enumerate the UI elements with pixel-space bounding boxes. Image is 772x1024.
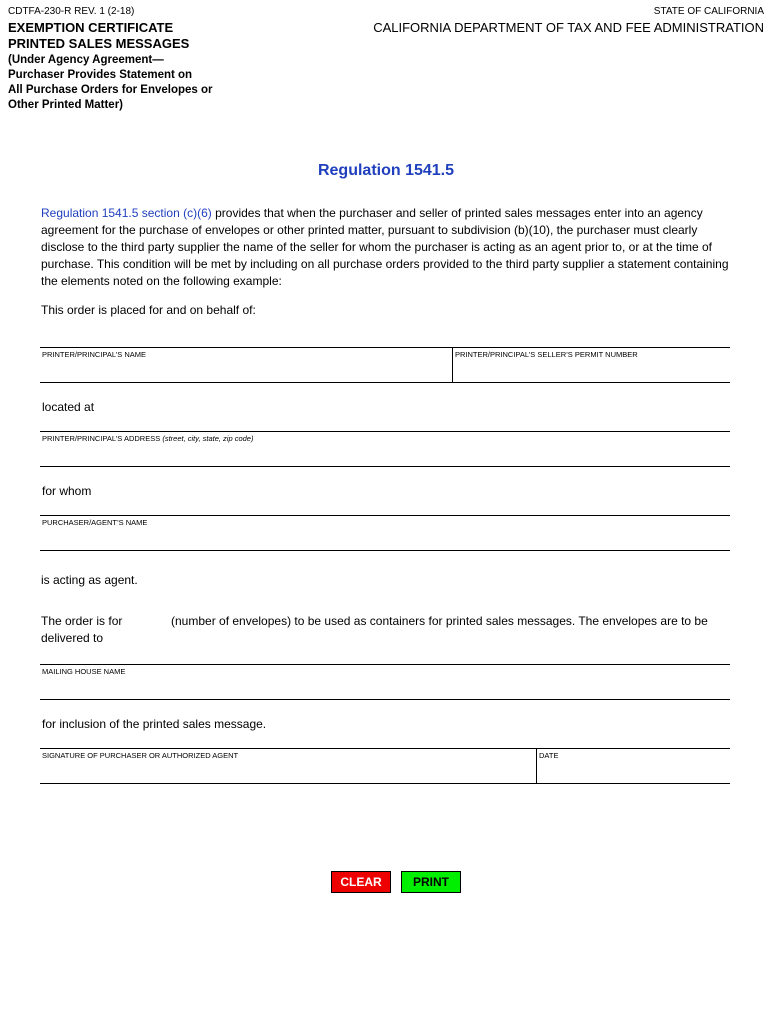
form-number: CDTFA-230-R REV. 1 (2-18): [8, 6, 135, 17]
regulation-link[interactable]: Regulation 1541.5 section (c)(6): [41, 206, 212, 220]
clear-button[interactable]: CLEAR: [331, 871, 391, 893]
address-label: PRINTER/PRINCIPAL’S ADDRESS: [42, 434, 161, 443]
purchaser-name-field[interactable]: [40, 516, 730, 550]
located-at-text: located at: [42, 400, 95, 414]
order-for-text: The order is for: [41, 614, 123, 628]
inclusion-text: for inclusion of the printed sales message.: [42, 717, 267, 731]
address-hint: (street, city, state, zip code): [162, 434, 254, 443]
intro-text: This order is placed for and on behalf of:: [41, 303, 256, 317]
form-title: [8, 20, 189, 52]
for-whom-text: for whom: [42, 484, 92, 498]
agency-name: CALIFORNIA DEPARTMENT OF TAX AND FEE ADMINISTRATION: [373, 20, 764, 35]
address-row: [40, 431, 730, 467]
subtitle-line: Purchaser Provides Statement on: [8, 69, 193, 81]
purchaser-row: [40, 515, 730, 551]
subtitle-line: All Purchase Orders for Envelopes or: [8, 84, 213, 96]
permit-number-label: PRINTER/PRINCIPAL’S SELLER’S PERMIT NUMBER: [455, 350, 638, 359]
mailing-house-field[interactable]: [40, 665, 730, 699]
envelope-count-input[interactable]: [128, 613, 162, 627]
print-button[interactable]: PRINT: [401, 871, 461, 893]
form-title-line2: PRINTED SALES MESSAGES: [8, 36, 190, 51]
purchaser-name-label: PURCHASER/AGENT’S NAME: [42, 518, 148, 527]
form-title-line1: EXEMPTION CERTIFICATE: [8, 20, 174, 35]
date-field[interactable]: [536, 749, 730, 783]
signature-row: [40, 748, 730, 784]
printer-name-row: [40, 347, 730, 383]
delivered-to-text: delivered to: [41, 631, 104, 645]
acting-as-agent-text: is acting as agent.: [41, 573, 138, 587]
subtitle-line: (Under Agency Agreement—: [8, 54, 164, 66]
regulation-paragraph: [41, 205, 731, 290]
signature-label: SIGNATURE OF PURCHASER OR AUTHORIZED AGENT: [42, 751, 239, 760]
date-label: DATE: [539, 751, 559, 760]
signature-field[interactable]: [40, 749, 536, 783]
printer-name-field[interactable]: [40, 348, 452, 382]
state-label: STATE OF CALIFORNIA: [653, 6, 764, 17]
address-field[interactable]: [40, 432, 730, 466]
envelopes-text: (number of envelopes) to be used as containers for printed sales messages. The envelopes are to be: [171, 614, 708, 628]
subtitle-line: Other Printed Matter): [8, 99, 124, 111]
printer-name-label: PRINTER/PRINCIPAL’S NAME: [42, 350, 147, 359]
regulation-body: provides that when the purchaser and seller of printed sales messages enter into an agency agreement for the purchase of envelopes or other printed matter, pursuant to subdivision (b)(10), the purchaser must clearly disclose to the third party supplier the name of the seller for whom the purchaser is acting as an agent prior to, or at the time of purchase. This condition will be met by including on all purchase orders provided to the third party supplier a statement containing the elements noted on the following example:: [41, 206, 729, 288]
regulation-title: Regulation 1541.5: [317, 162, 455, 179]
mailing-house-label: MAILING HOUSE NAME: [42, 667, 126, 676]
permit-number-field[interactable]: [452, 348, 730, 382]
form-subtitle: [8, 53, 213, 113]
mailing-house-row: [40, 664, 730, 700]
